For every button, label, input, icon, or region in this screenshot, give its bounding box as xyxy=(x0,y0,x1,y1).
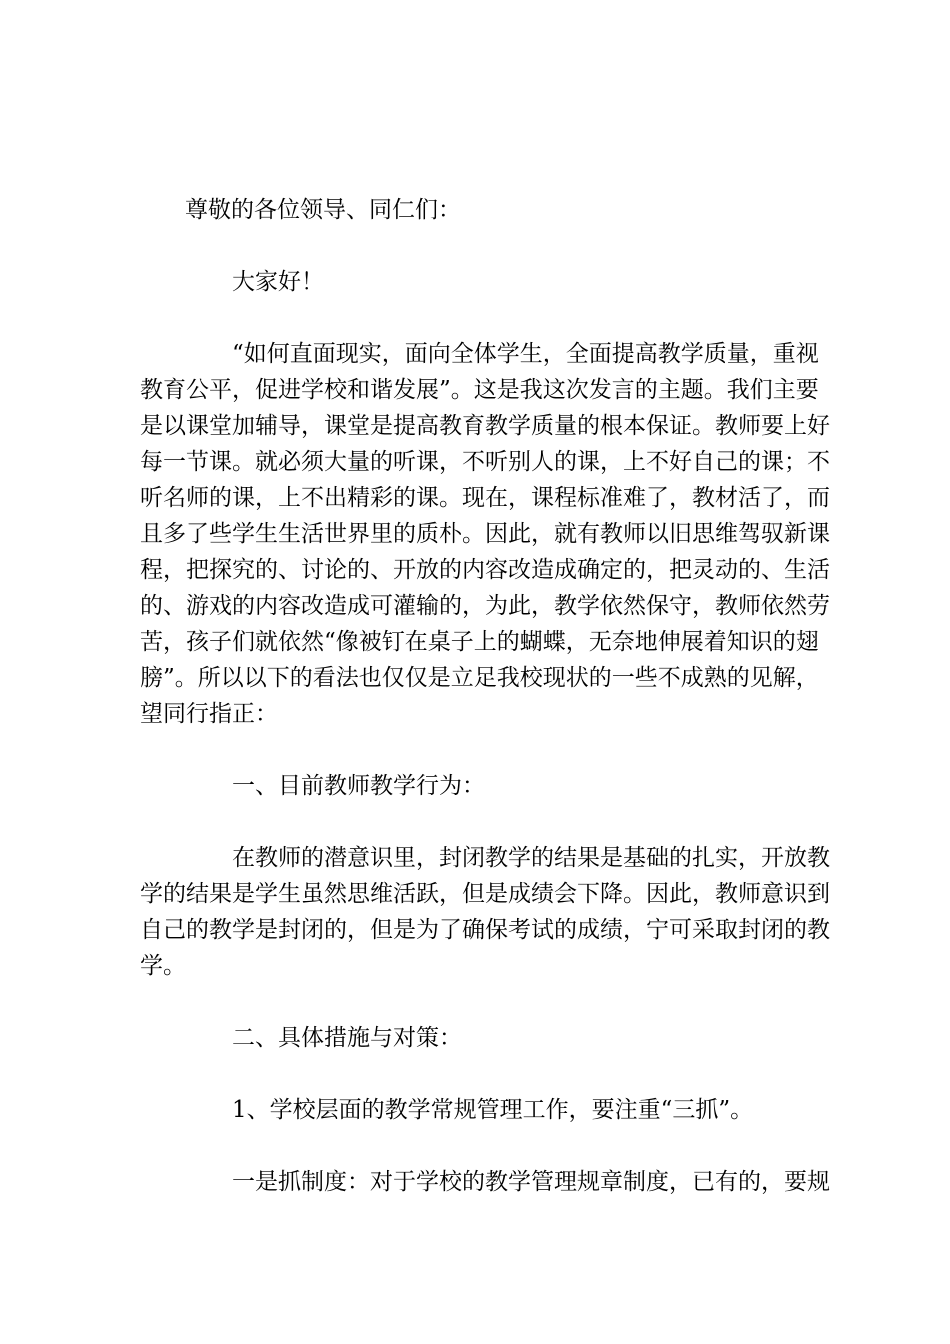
greeting: 大家好！ xyxy=(232,269,324,295)
paragraph-line: 且多了些学生生活世界里的质朴。因此，就有教师以旧思维驾驭新课 xyxy=(140,521,830,547)
section-heading-2: 二、具体措施与对策： xyxy=(232,1025,462,1051)
paragraph-line: 在教师的潜意识里，封闭教学的结果是基础的扎实，开放教 xyxy=(232,845,830,871)
paragraph-line: 膀”。所以以下的看法也仅仅是立足我校现状的一些不成熟的见解， xyxy=(140,665,819,691)
paragraph-line: 望同行指正： xyxy=(140,701,278,727)
paragraph-line: 学的结果是学生虽然思维活跃，但是成绩会下降。因此，教师意识到 xyxy=(140,881,830,907)
section-heading-1: 一、目前教师教学行为： xyxy=(232,773,485,799)
list-item-1-subpoint: 一是抓制度：对于学校的教学管理规章制度，已有的，要规 xyxy=(232,1169,830,1195)
paragraph-line: 自己的教学是封闭的，但是为了确保考试的成绩，宁可采取封闭的教 xyxy=(140,917,830,943)
salutation: 尊敬的各位领导、同仁们： xyxy=(185,197,461,223)
paragraph-line: 苦，孩子们就依然“像被钉在桌子上的蝴蝶，无奈地伸展着知识的翅 xyxy=(140,629,819,655)
paragraph-line: 教育公平，促进学校和谐发展”。这是我这次发言的主题。我们主要 xyxy=(140,377,819,403)
paragraph-line: 学。 xyxy=(140,953,186,979)
paragraph-line: 听名师的课，上不出精彩的课。现在，课程标准难了，教材活了，而 xyxy=(140,485,830,511)
paragraph-line: “如何直面现实，面向全体学生，全面提高教学质量，重视 xyxy=(232,341,819,367)
paragraph-line: 程，把探究的、讨论的、开放的内容改造成确定的，把灵动的、生活 xyxy=(140,557,830,583)
list-item-1: 1、学校层面的教学常规管理工作，要注重“三抓”。 xyxy=(232,1097,754,1123)
paragraph-line: 每一节课。就必须大量的听课，不听别人的课，上不好自己的课；不 xyxy=(140,449,830,475)
paragraph-line: 是以课堂加辅导，课堂是提高教育教学质量的根本保证。教师要上好 xyxy=(140,413,830,439)
paragraph-line: 的、游戏的内容改造成可灌输的，为此，教学依然保守，教师依然劳 xyxy=(140,593,830,619)
